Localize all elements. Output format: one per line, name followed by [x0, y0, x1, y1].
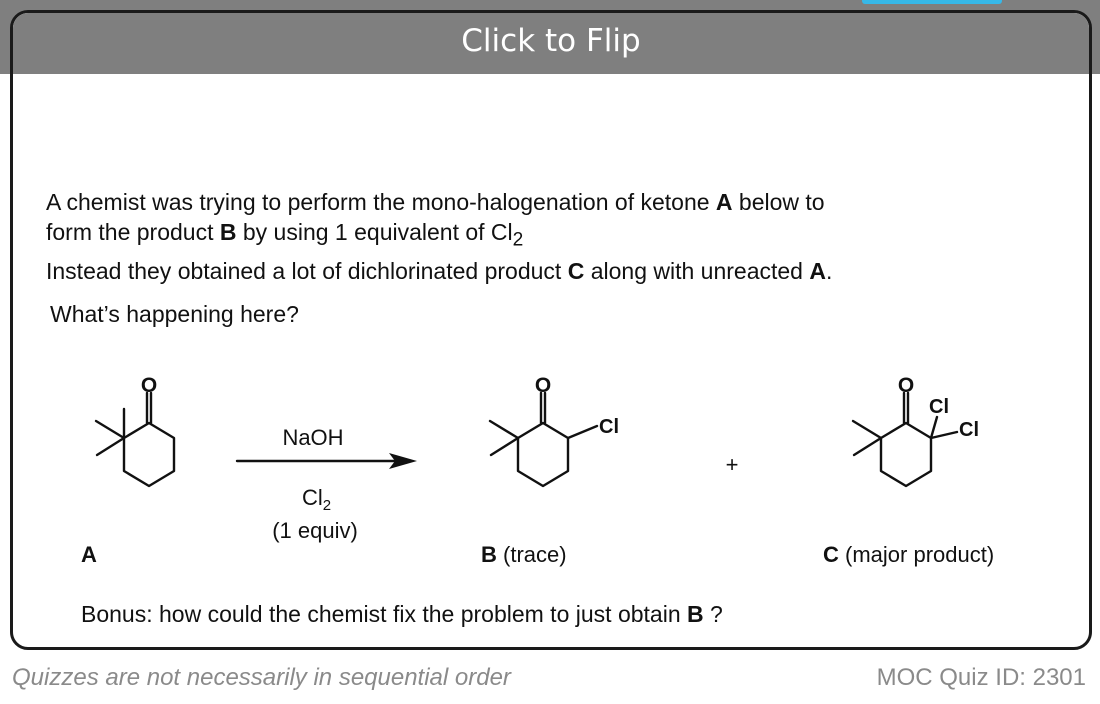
atom-cl-c2: Cl: [959, 419, 979, 441]
question-prompt: What’s happening here?: [50, 301, 299, 327]
label-c: [823, 542, 994, 567]
compound-b-ref: B: [219, 219, 237, 245]
plus-sign: +: [725, 452, 739, 477]
bonus-compound-b: B: [687, 601, 704, 627]
question-line-1-end: below to: [732, 189, 825, 215]
quiz-id: MOC Quiz ID: 2301: [876, 664, 1086, 691]
bonus-text: Bonus: how could the chemist fix the problem to just obtain: [81, 601, 687, 627]
atom-o-b: O: [534, 374, 552, 397]
label-b-rest: (trace): [496, 542, 567, 567]
compound-c-ref: C: [567, 257, 585, 284]
label-c-rest: (major product): [838, 542, 995, 567]
question-line-1-text: A chemist was trying to perform the mono-halogenation of ketone: [46, 189, 716, 215]
flip-label[interactable]: Click to Flip: [461, 23, 641, 59]
reagent-naoh: NaOH: [282, 425, 344, 450]
question-line-2-text: form the product: [46, 219, 220, 245]
reagent-cl2-sub: 2: [322, 497, 332, 514]
bonus-question: [81, 601, 723, 628]
question-text: [46, 187, 1046, 286]
question-line-1: [46, 187, 1046, 217]
atom-o-a: O: [140, 374, 158, 397]
label-b-bold: B: [481, 542, 497, 567]
reagent-cl2: [302, 485, 331, 514]
subscript-2: 2: [512, 229, 524, 251]
question-line-3: [46, 256, 1046, 286]
question-line-2: [46, 217, 1046, 256]
compound-a-ref: A: [715, 189, 733, 215]
bonus-text-end: ?: [703, 601, 723, 627]
molecule-a-structure: [96, 393, 174, 486]
label-a: A: [81, 542, 97, 567]
question-line-2-end: by using 1 equivalent of Cl: [236, 219, 513, 245]
question-line-3-mid: along with unreacted: [584, 257, 810, 284]
atom-o-c: O: [897, 374, 915, 397]
atom-cl-b: Cl: [599, 416, 619, 438]
compound-a-ref-2: A: [809, 257, 826, 284]
reaction-scheme: [13, 373, 1089, 593]
quiz-card[interactable]: [10, 10, 1092, 650]
question-line-3-text: Instead they obtained a lot of dichlorinated product: [46, 257, 568, 284]
label-c-bold: C: [823, 542, 839, 567]
label-b: [481, 542, 567, 567]
reagent-cl2-main: Cl: [302, 485, 323, 510]
footer-disclaimer: Quizzes are not necessarily in sequential order: [12, 664, 511, 691]
flip-header[interactable]: [13, 13, 1089, 74]
reagent-equiv: (1 equiv): [272, 518, 358, 543]
question-line-3-end: .: [826, 257, 833, 284]
atom-cl-c1: Cl: [929, 396, 949, 418]
top-accent-tab[interactable]: [862, 0, 1002, 4]
molecule-b-structure: [490, 393, 597, 486]
